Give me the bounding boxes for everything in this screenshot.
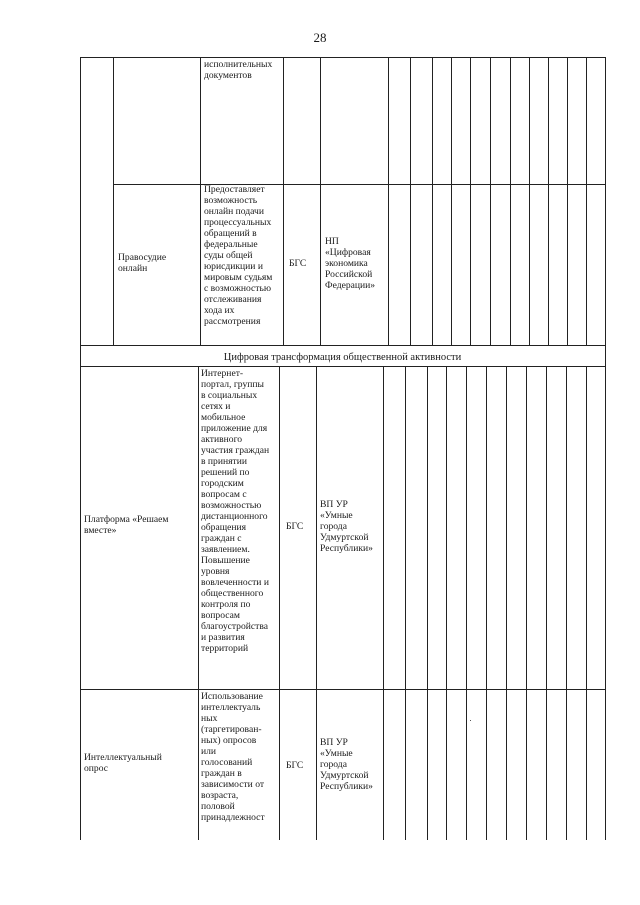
- table-rule: [80, 57, 81, 345]
- table-rule: [410, 57, 411, 345]
- section-heading: Цифровая трансформация общественной активности: [223, 352, 462, 363]
- table-rule: [198, 366, 199, 840]
- row-program: ВП УР «Умные города Удмуртской Республики»: [320, 737, 373, 792]
- row-description: исполнительных документов: [204, 59, 273, 81]
- table-rule: [451, 57, 452, 345]
- table-rule: [283, 57, 284, 345]
- table-rule: [316, 366, 317, 840]
- table-rule: [529, 57, 530, 345]
- table-rule: [510, 57, 511, 345]
- table-rule: [605, 345, 606, 366]
- table-rule: [490, 57, 491, 345]
- row-financing: БГС: [286, 521, 304, 532]
- row-name: Платформа «Решаем вместе»: [84, 514, 169, 536]
- table-rule: [470, 57, 471, 345]
- table-rule: [566, 366, 567, 840]
- row-program: ВП УР «Умные города Удмуртской Республики»: [320, 499, 373, 554]
- table-rule: [80, 57, 605, 58]
- table-rule: [388, 57, 389, 345]
- table-rule: [200, 57, 201, 345]
- row-name: Интеллектуальный опрос: [84, 752, 162, 774]
- row-financing: БГС: [289, 258, 307, 269]
- table-rule: [506, 366, 507, 840]
- row-name: Правосудие онлайн: [118, 252, 167, 274]
- table-rule: [113, 57, 114, 345]
- table-rule: [80, 345, 605, 346]
- table-rule: [113, 184, 605, 185]
- table-rule: [548, 57, 549, 345]
- table-rule: [446, 366, 447, 840]
- page-number: 28: [313, 30, 327, 45]
- table-rule: [432, 57, 433, 345]
- table-rule: [320, 57, 321, 345]
- table-rule: [546, 366, 547, 840]
- table-rule: [427, 366, 428, 840]
- table-rule: [605, 57, 606, 345]
- row-program: НП «Цифровая экономика Российской Федерации»: [325, 236, 376, 291]
- table-rule: [567, 57, 568, 345]
- table-rule: [80, 366, 81, 840]
- table-rule: [486, 366, 487, 840]
- row-financing: БГС: [286, 760, 304, 771]
- table-rule: [526, 366, 527, 840]
- table-rule: [279, 366, 280, 840]
- row-description: Интернет- портал, группы в социальных сетях и мобильное приложение для активного участия граждан в принятии решений по городским вопросам с возможностью дистанционного обращения граждан с заявлением. Повышение уровня вовлеченности и общественного контроля по вопросам благоустройства и развития территорий: [201, 368, 270, 654]
- scan-speck: [470, 720, 471, 721]
- table-rule: [586, 57, 587, 345]
- table-rule: [383, 366, 384, 840]
- row-description: Использование интеллектуаль ных (таргетирован- ных) опросов или голосований граждан в зависимости от возраста, половой принадлежност: [201, 691, 265, 823]
- table-rule: [466, 366, 467, 840]
- table-rule: [586, 366, 587, 840]
- table-rule: [605, 366, 606, 840]
- table-rule: [405, 366, 406, 840]
- row-description: Предоставляет возможность онлайн подачи процессуальных обращений в федеральные суды общей юрисдикции и мировым судьям с возможностью отслеживания хода их рассмотрения: [204, 184, 273, 327]
